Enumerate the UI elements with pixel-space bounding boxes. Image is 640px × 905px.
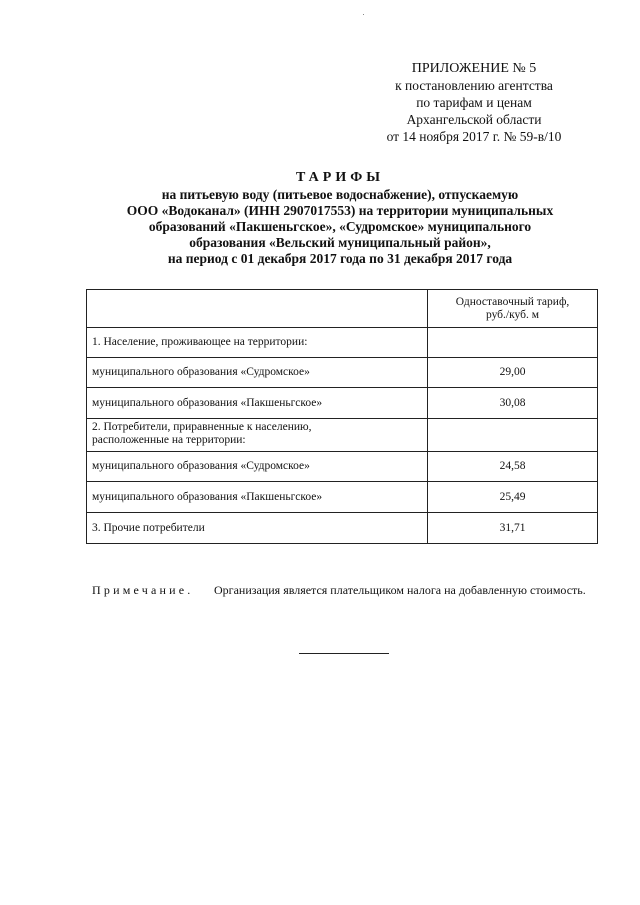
annex-header (358, 60, 590, 145)
table-row (87, 513, 598, 544)
row-name-line: расположенные на территории: (92, 434, 246, 446)
tariff-table (86, 289, 598, 544)
annex-number: ПРИЛОЖЕНИЕ № 5 (411, 61, 537, 76)
note-text: Организация является плательщиком налога на добавленную стоимость. (214, 583, 586, 597)
row-value-cell: 30,08 (428, 388, 598, 419)
header-value-line: руб./куб. м (485, 308, 540, 321)
table-row (87, 358, 598, 388)
title-line: образования «Вельский муниципальный район», (189, 235, 491, 250)
header-value-line: Одноставочный тариф, (455, 295, 570, 308)
row-name-cell: 1. Население, проживающее на территории: (87, 328, 428, 358)
note-label: Примечание. (92, 583, 194, 597)
title-line: на период с 01 декабря 2017 года по 31 декабря 2017 года (167, 251, 513, 266)
row-value-cell: 29,00 (428, 358, 598, 388)
row-name-cell: муниципального образования «Судромское» (87, 452, 428, 482)
row-name-cell (87, 419, 428, 452)
end-separator-line (299, 653, 389, 654)
row-value-cell (428, 419, 598, 452)
table-header-row (87, 290, 598, 328)
row-value-cell: 25,49 (428, 482, 598, 513)
title-line: ООО «Водоканал» (ИНН 2907017553) на территории муниципальных (126, 203, 554, 218)
annex-date: от 14 ноября 2017 г. № 59-в/10 (386, 129, 562, 144)
annex-line: к постановлению агентства (395, 78, 553, 93)
row-name-cell: муниципального образования «Пакшеньгское» (87, 482, 428, 513)
row-value-cell: 31,71 (428, 513, 598, 544)
annex-line: Архангельской области (406, 112, 542, 127)
table-row (87, 452, 598, 482)
header-value-cell (428, 290, 598, 328)
title-line: образований «Пакшеньгское», «Судромское» муниципального (148, 219, 532, 234)
row-value-cell (428, 328, 598, 358)
table-row (87, 419, 598, 452)
table-row (87, 388, 598, 419)
annex-line: по тарифам и ценам (416, 95, 532, 110)
row-name-line: 2. Потребители, приравненные к населению, (92, 421, 312, 433)
row-name-cell: 3. Прочие потребители (87, 513, 428, 544)
title-main: ТАРИФЫ (296, 170, 384, 185)
row-name-cell: муниципального образования «Пакшеньгское» (87, 388, 428, 419)
document-title (70, 170, 610, 267)
row-name-cell: муниципального образования «Судромское» (87, 358, 428, 388)
row-value-cell: 24,58 (428, 452, 598, 482)
header-name-cell (87, 290, 428, 328)
title-line: на питьевую воду (питьевое водоснабжение), отпускаемую (161, 187, 519, 202)
scan-speck (363, 14, 364, 15)
table-row (87, 328, 598, 358)
table-row (87, 482, 598, 513)
